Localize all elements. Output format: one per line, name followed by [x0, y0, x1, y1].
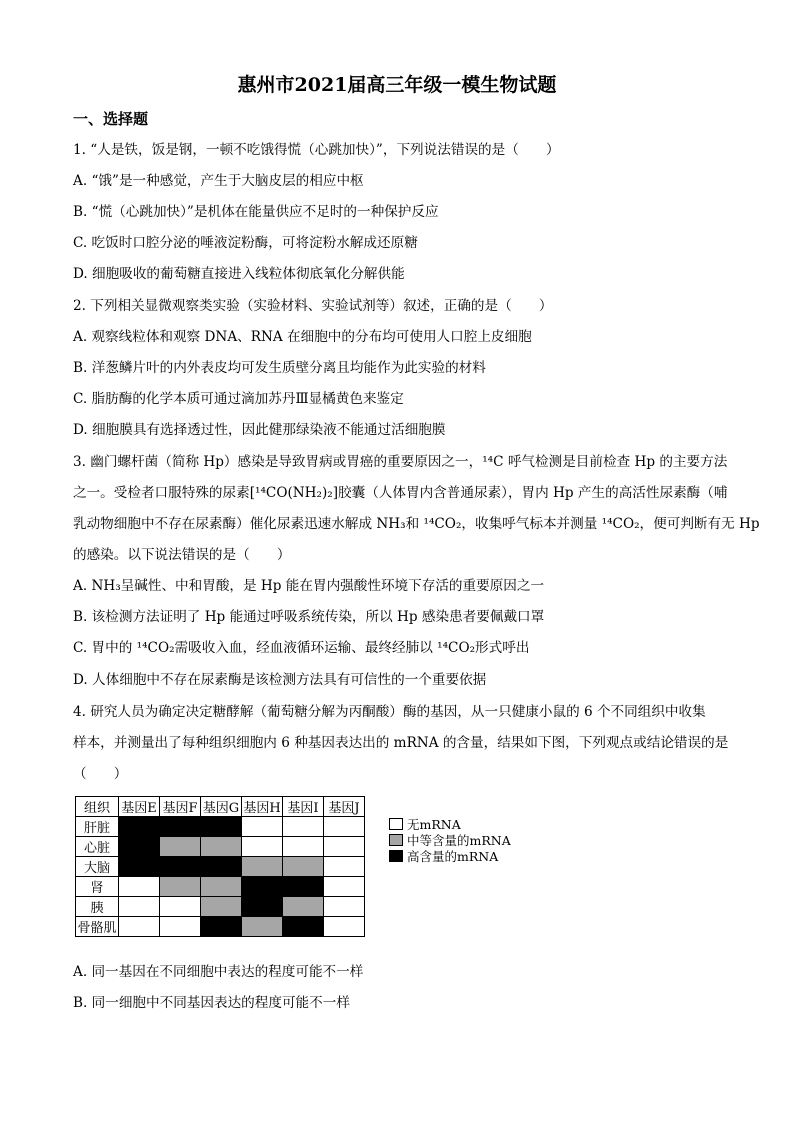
expression-cell	[201, 877, 242, 897]
q4-stem-line1: 4. 研究人员为确定决定糖酵解（葡萄糖分解为丙酮酸）酶的基因，从一只健康小鼠的 6 个不同组织中收集	[73, 704, 706, 720]
expression-cell	[324, 817, 365, 837]
expression-cell	[119, 857, 160, 877]
q4-option-b: B. 同一细胞中不同基因表达的程度可能不一样	[73, 995, 350, 1011]
expression-cell	[201, 817, 242, 837]
legend-label: 高含量的mRNA	[407, 849, 499, 864]
q3-stem-line3: 乳动物细胞中不存在尿素酶）催化尿素迅速水解成 NH₃和 ¹⁴CO₂，收集呼气标本并测量 ¹⁴CO₂，便可判断有无 Hp	[73, 516, 760, 532]
gene-expression-table	[75, 796, 365, 937]
expression-cell	[160, 897, 201, 917]
gene-header: 基因G	[201, 797, 242, 817]
expression-cell	[324, 917, 365, 937]
expression-cell	[283, 917, 324, 937]
expression-cell	[201, 897, 242, 917]
expression-cell	[242, 857, 283, 877]
q4-stem-line2: 样本，并测量出了每种组织细胞内 6 种基因表达出的 mRNA 的含量，结果如下图，下列观点或结论错误的是	[73, 735, 729, 751]
gene-header: 基因E	[119, 797, 160, 817]
tissue-label: 心脏	[76, 837, 119, 857]
legend-label: 无mRNA	[407, 817, 461, 832]
expression-cell	[201, 837, 242, 857]
expression-cell	[160, 837, 201, 857]
q2-stem: 2. 下列相关显微观察类实验（实验材料、实验试剂等）叙述，正确的是（ ）	[73, 298, 553, 314]
expression-cell	[119, 817, 160, 837]
expression-cell	[283, 897, 324, 917]
q3-option-b: B. 该检测方法证明了 Hp 能通过呼吸系统传染，所以 Hp 感染患者要佩戴口罩	[73, 609, 545, 625]
table-row	[76, 857, 365, 877]
q3-option-a: A. NH₃呈碱性、中和胃酸，是 Hp 能在胃内强酸性环境下存活的重要原因之一	[73, 578, 545, 594]
q2-option-b: B. 洋葱鳞片叶的内外表皮均可发生质壁分离且均能作为此实验的材料	[73, 360, 486, 376]
table-header-row	[76, 797, 365, 817]
q4-option-a: A. 同一基因在不同细胞中表达的程度可能不一样	[73, 964, 364, 980]
tissue-label: 肝脏	[76, 817, 119, 837]
expression-cell	[242, 837, 283, 857]
expression-cell	[160, 877, 201, 897]
expression-cell	[242, 897, 283, 917]
q3-option-c: C. 胃中的 ¹⁴CO₂需吸收入血，经血液循环运输、最终经肺以 ¹⁴CO₂形式呼出	[73, 640, 530, 656]
q4-stem-line3: （ ）	[73, 766, 128, 782]
expression-cell	[324, 877, 365, 897]
expression-cell	[160, 857, 201, 877]
expression-cell	[242, 917, 283, 937]
table-row	[76, 817, 365, 837]
tissue-label: 骨骼肌	[76, 917, 119, 937]
q3-stem-line4: 的感染。以下说法错误的是（ ）	[73, 547, 291, 563]
legend-item-none	[389, 816, 511, 832]
expression-cell	[119, 897, 160, 917]
q3-option-d: D. 人体细胞中不存在尿素酶是该检测方法具有可信性的一个重要依据	[73, 672, 487, 688]
expression-cell	[283, 857, 324, 877]
tissue-label: 胰	[76, 897, 119, 917]
table-row	[76, 917, 365, 937]
legend-item-mid	[389, 832, 511, 848]
table-row	[76, 897, 365, 917]
expression-cell	[201, 857, 242, 877]
expression-cell	[324, 897, 365, 917]
expression-cell	[324, 837, 365, 857]
expression-cell	[283, 817, 324, 837]
tissue-label: 肾	[76, 877, 119, 897]
legend	[389, 816, 511, 864]
table-corner-header: 组织	[76, 797, 119, 817]
expression-cell	[242, 817, 283, 837]
expression-cell	[119, 877, 160, 897]
expression-cell	[201, 917, 242, 937]
expression-cell	[324, 857, 365, 877]
q3-stem-line1: 3. 幽门螺杆菌（简称 Hp）感染是导致胃病或胃癌的重要原因之一，¹⁴C 呼气检测是目前检查 Hp 的主要方法	[73, 454, 728, 470]
legend-item-high	[389, 848, 511, 864]
legend-swatch-high	[389, 850, 403, 862]
legend-swatch-none	[389, 818, 403, 830]
tissue-label: 大脑	[76, 857, 119, 877]
expression-cell	[283, 837, 324, 857]
legend-label: 中等含量的mRNA	[407, 833, 511, 848]
q1-stem: 1. “人是铁，饭是钢，一顿不吃饿得慌（心跳加快）”，下列说法错误的是（ ）	[73, 142, 560, 158]
gene-header: 基因I	[283, 797, 324, 817]
q2-option-c: C. 脂肪酶的化学本质可通过滴加苏丹Ⅲ显橘黄色来鉴定	[73, 391, 404, 407]
section-heading: 一、选择题	[73, 110, 149, 128]
expression-cell	[242, 877, 283, 897]
gene-header: 基因F	[160, 797, 201, 817]
table-row	[76, 877, 365, 897]
q3-stem-line2: 之一。受检者口服特殊的尿素[¹⁴CO(NH₂)₂]胶囊（人体胃内含普通尿素），胃内 Hp 产生的高活性尿素酶（哺	[73, 485, 728, 501]
q2-option-a: A. 观察线粒体和观察 DNA、RNA 在细胞中的分布均可使用人口腔上皮细胞	[73, 329, 532, 345]
expression-cell	[283, 877, 324, 897]
gene-header: 基因H	[242, 797, 283, 817]
gene-header: 基因J	[324, 797, 365, 817]
q1-option-a: A. “饿”是一种感觉，产生于大脑皮层的相应中枢	[73, 173, 364, 189]
q1-option-d: D. 细胞吸收的葡萄糖直接进入线粒体彻底氧化分解供能	[73, 266, 405, 282]
table-row	[76, 837, 365, 857]
q1-option-b: B. “慌（心跳加快）”是机体在能量供应不足时的一种保护反应	[73, 204, 439, 220]
expression-cell	[160, 917, 201, 937]
expression-cell	[119, 917, 160, 937]
legend-swatch-mid	[389, 834, 403, 846]
q2-option-d: D. 细胞膜具有选择透过性，因此健那绿染液不能通过活细胞膜	[73, 422, 446, 438]
expression-cell	[160, 817, 201, 837]
expression-cell	[119, 837, 160, 857]
q1-option-c: C. 吃饭时口腔分泌的唾液淀粉酶，可将淀粉水解成还原糖	[73, 235, 418, 251]
page-title: 惠州市2021届高三年级一模生物试题	[237, 74, 557, 96]
